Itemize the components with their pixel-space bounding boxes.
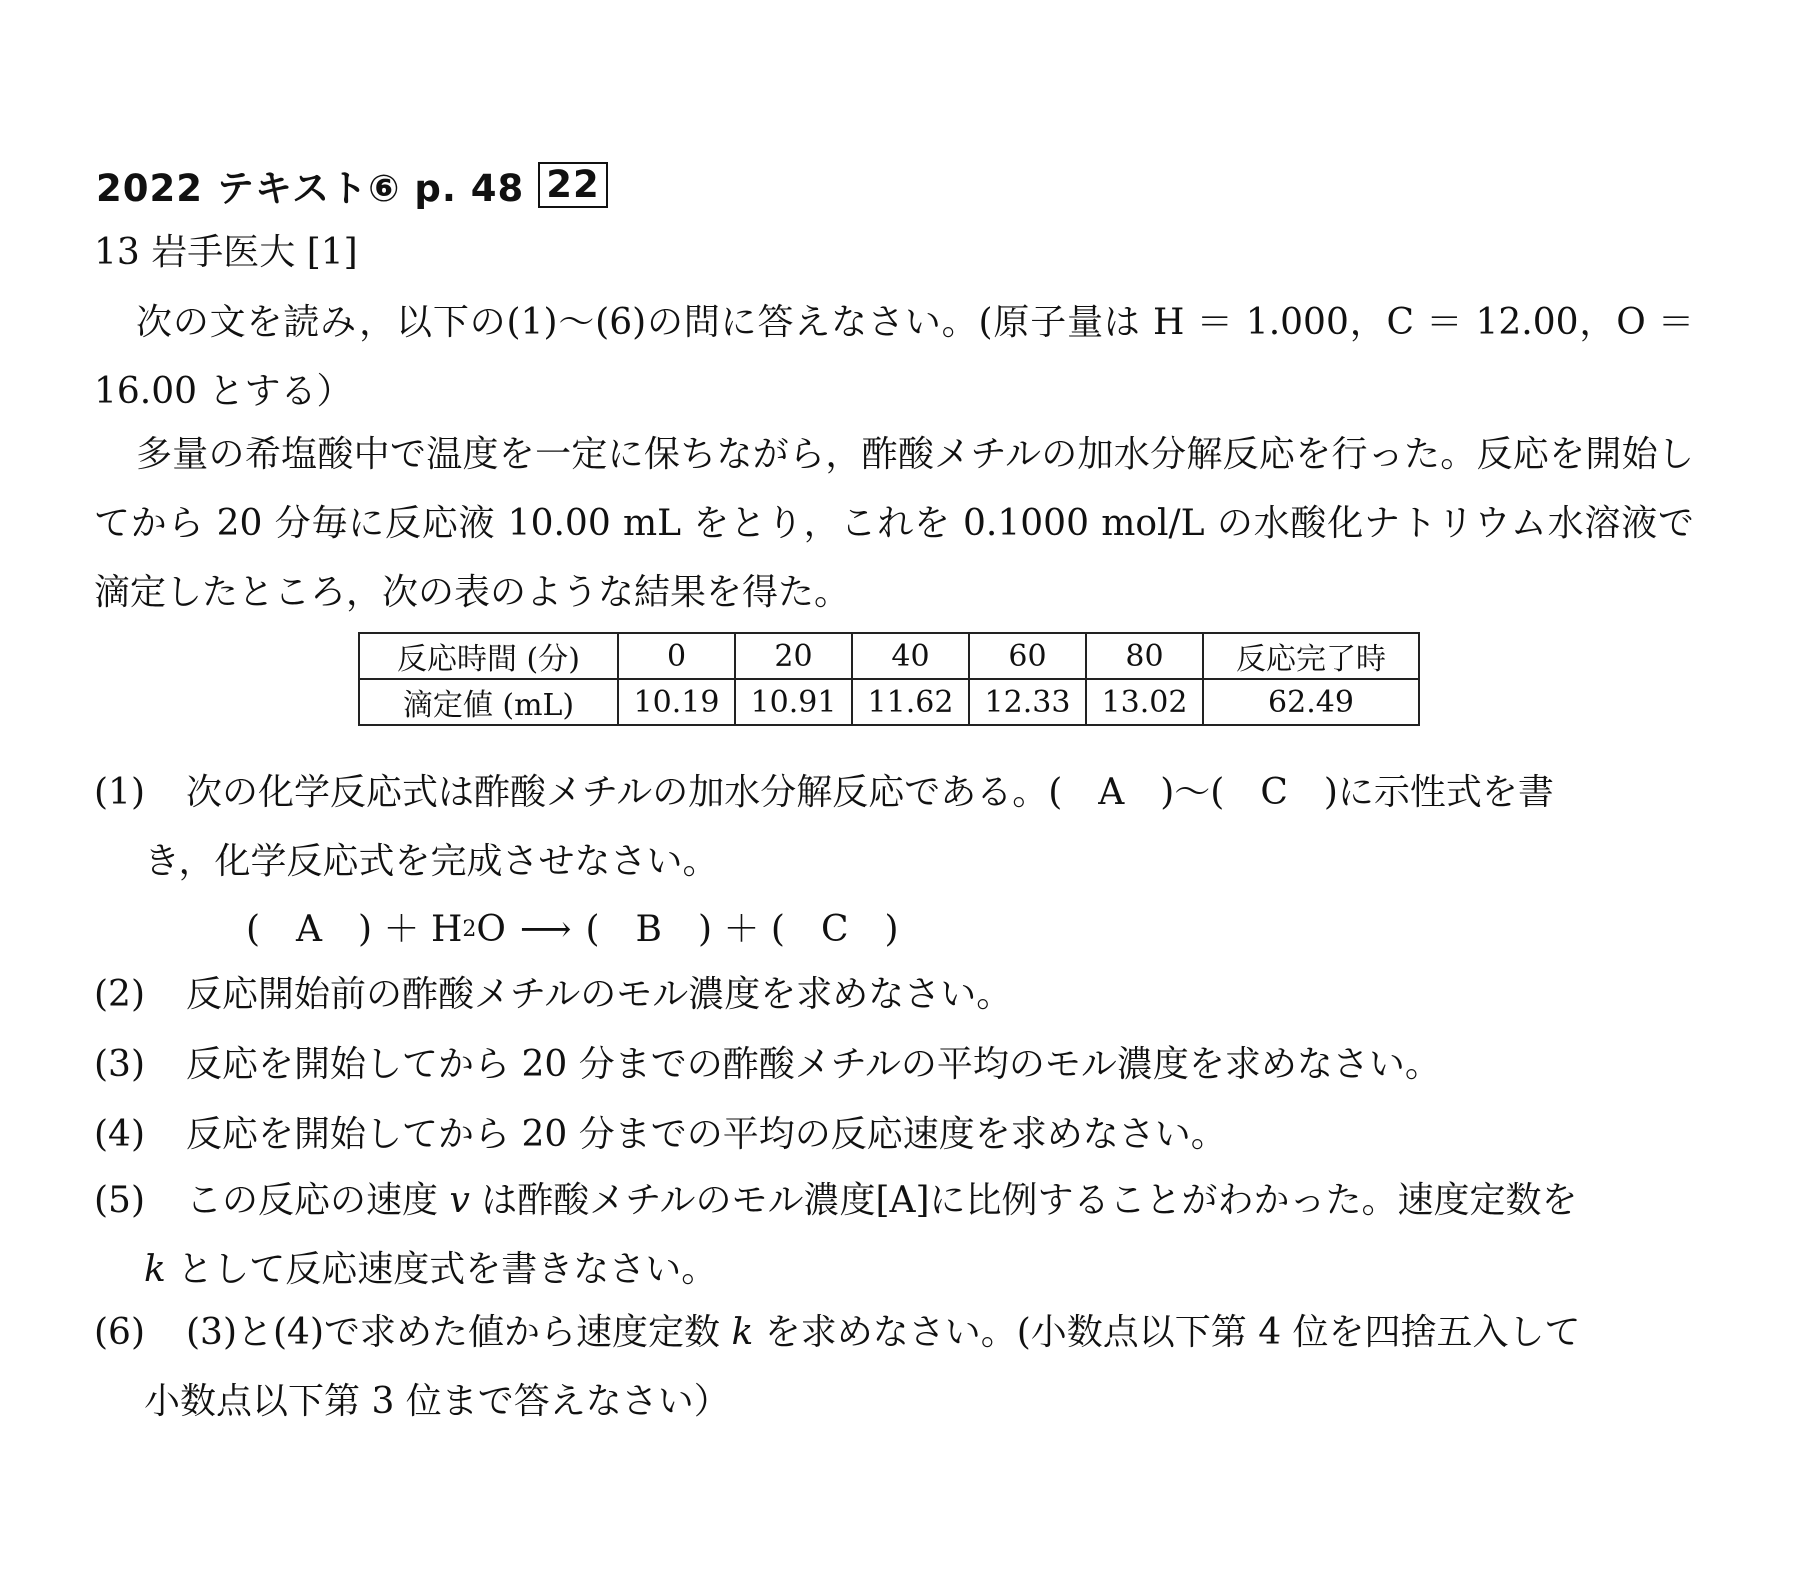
- table-cell: 60: [969, 633, 1086, 679]
- question-text: 反応開始前の酢酸メチルのモル濃度を求めなさい。: [186, 974, 1013, 1015]
- question-4: [94, 1100, 1694, 1169]
- table-cell: 20: [735, 633, 852, 679]
- table-row-time: [359, 633, 1419, 679]
- question-6: [94, 1298, 1694, 1436]
- variable-v: v: [449, 1180, 470, 1221]
- table-cell: 11.62: [852, 679, 969, 725]
- table-row-titration: [359, 679, 1419, 725]
- question-3: [94, 1030, 1694, 1099]
- table-header-cell: 滴定値 (mL): [359, 679, 618, 725]
- problem-number-box: 22: [538, 162, 608, 208]
- table-cell: 0: [618, 633, 735, 679]
- question-line: 次の化学反応式は酢酸メチルの加水分解反応である。( A )～( C )に示性式を書: [186, 772, 1554, 813]
- header-title: 2022 テキスト⑥ p. 48: [96, 167, 525, 210]
- question-text: [144, 1298, 1694, 1436]
- question-text: [144, 1166, 1694, 1304]
- question-number: (5): [94, 1180, 145, 1221]
- variable-k: k: [144, 1249, 166, 1290]
- question-2: [94, 960, 1694, 1029]
- question-number: (2): [94, 974, 145, 1015]
- equation-right: ( B ) ＋ ( C ): [585, 909, 899, 950]
- question-number: (6): [94, 1312, 145, 1353]
- reaction-arrow-icon: ⟶: [519, 909, 572, 950]
- source-label: 13 岩手医大 [1]: [94, 232, 358, 273]
- page-header: [96, 158, 608, 212]
- table-cell: 10.91: [735, 679, 852, 725]
- question-text-part: を求めなさい。(小数点以下第 4 位を四捨五入して: [753, 1312, 1581, 1353]
- chemical-equation: [246, 900, 899, 960]
- question-text-part: (3)と(4)で求めた値から速度定数: [186, 1312, 732, 1353]
- table-cell: 62.49: [1203, 679, 1419, 725]
- question-number: (1): [94, 772, 145, 813]
- body-paragraph: 多量の希塩酸中で温度を一定に保ちながら，酢酸メチルの加水分解反応を行った。反応を開始してから 20 分毎に反応液 10.00 mL をとり，これを 0.1000 mol/L の水酸化ナトリウム水溶液で滴定したところ，次の表のような結果を得た。: [94, 434, 1694, 613]
- question-text-part: として反応速度式を書きなさい。: [165, 1249, 718, 1290]
- table-cell: 12.33: [969, 679, 1086, 725]
- intro-paragraph: 次の文を読み，以下の(1)～(6)の問に答えなさい。(原子量は H ＝ 1.000，C ＝ 12.00，O ＝ 16.00 とする）: [94, 302, 1694, 412]
- question-line: き，化学反応式を完成させなさい。: [144, 841, 719, 882]
- equation-left-tail: O: [476, 909, 506, 950]
- question-line: [144, 1235, 1694, 1304]
- question-text: 反応を開始してから 20 分までの酢酸メチルの平均のモル濃度を求めなさい。: [186, 1044, 1441, 1085]
- equation-left: ( A ) ＋ H: [246, 909, 463, 950]
- question-number: (3): [94, 1044, 145, 1085]
- equation-subscript: 2: [462, 917, 477, 942]
- table-cell: 13.02: [1086, 679, 1203, 725]
- question-number: (4): [94, 1114, 145, 1155]
- question-text-part: は酢酸メチルのモル濃度[A]に比例することがわかった。速度定数を: [469, 1180, 1578, 1221]
- table-header-cell: 反応時間 (分): [359, 633, 618, 679]
- table-cell: 反応完了時: [1203, 633, 1419, 679]
- titration-table: [358, 632, 1420, 726]
- question-1: [94, 758, 1694, 896]
- question-text: [144, 758, 1694, 896]
- question-text: 反応を開始してから 20 分までの平均の反応速度を求めなさい。: [186, 1114, 1227, 1155]
- table-cell: 40: [852, 633, 969, 679]
- table-cell: 10.19: [618, 679, 735, 725]
- question-5: [94, 1166, 1694, 1304]
- question-line: 小数点以下第 3 位まで答えなさい）: [144, 1381, 730, 1422]
- question-text-part: この反応の速度: [186, 1180, 450, 1221]
- table-cell: 80: [1086, 633, 1203, 679]
- variable-k: k: [731, 1312, 754, 1353]
